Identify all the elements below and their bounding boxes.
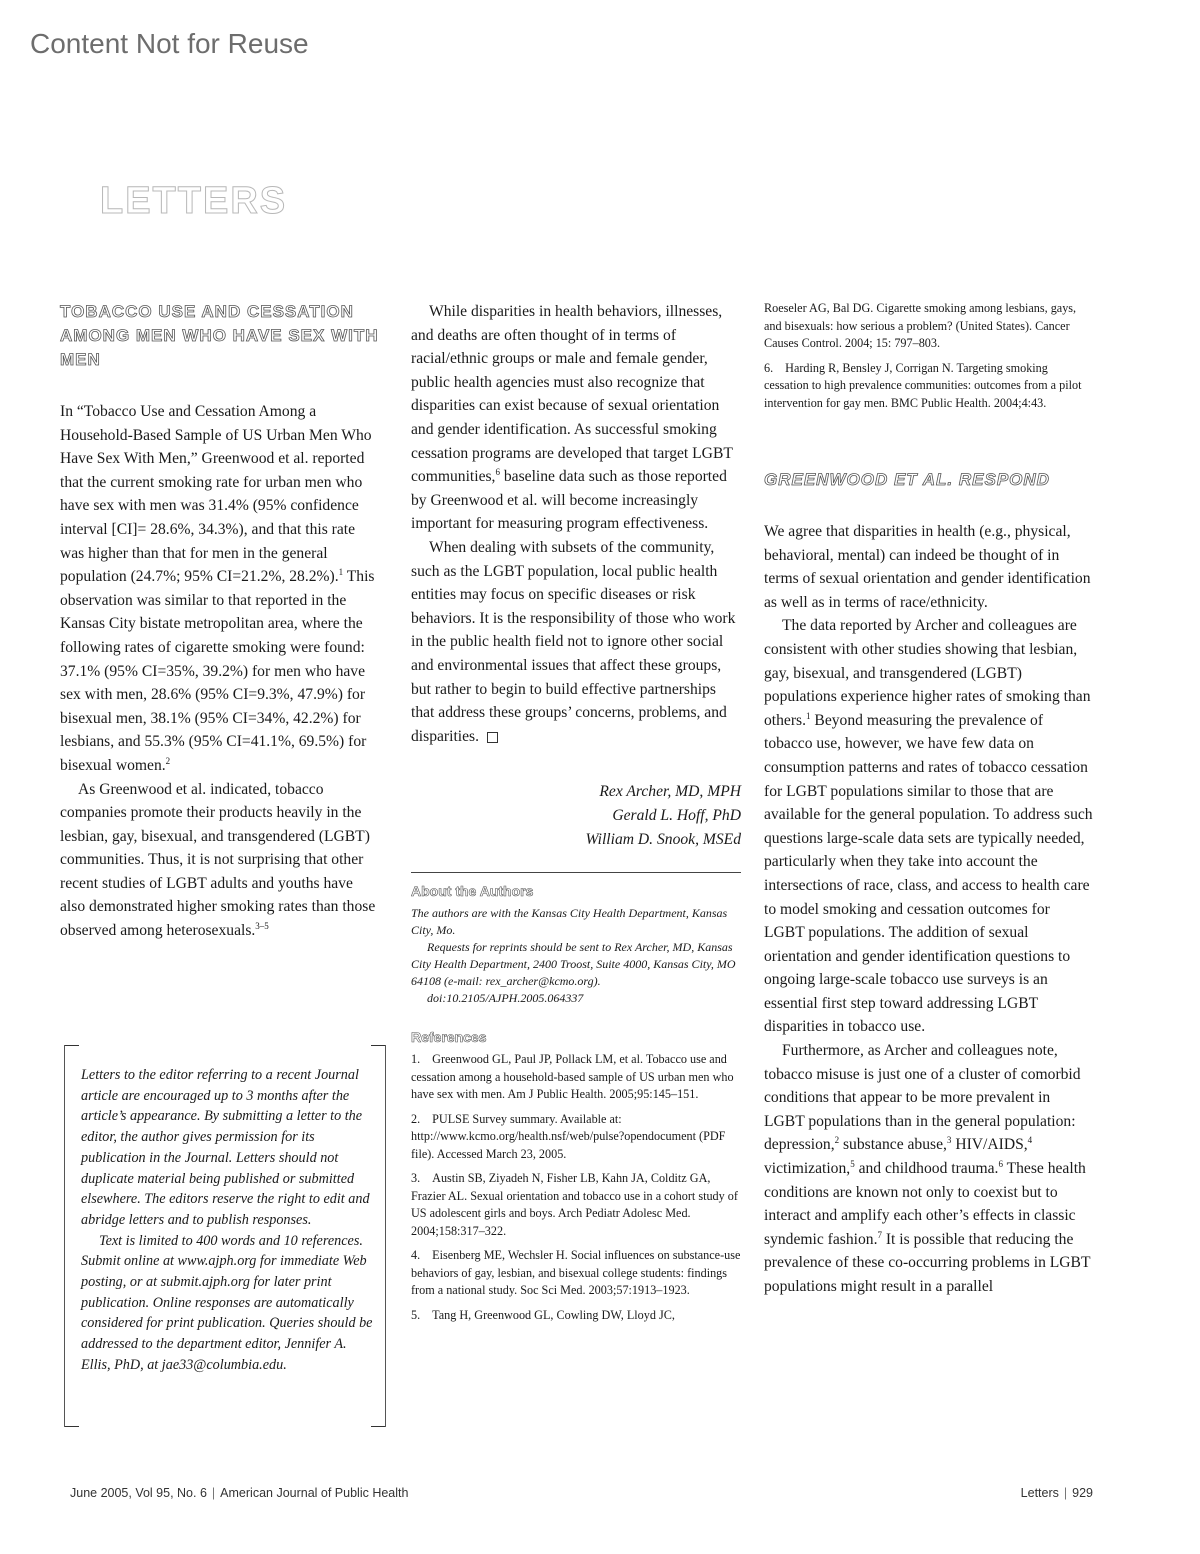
reference-item: 5. Tang H, Greenwood GL, Cowling DW, Lloyd JC, bbox=[411, 1307, 675, 1322]
reference-item: 2. PULSE Survey summary. Available at: http://www.kcmo.org/health.nsf/web/pulse?opendocument (PDF file). Accessed March 23, 2005. bbox=[411, 1111, 726, 1161]
footer-issue: June 2005, Vol 95, No. 6 bbox=[70, 1486, 207, 1500]
footer-journal-info: June 2005, Vol 95, No. 6 | American Journal of Public Health bbox=[70, 1486, 409, 1500]
about-affiliation: The authors are with the Kansas City Health Department, Kansas City, Mo. bbox=[411, 906, 728, 938]
letter-paragraph-2: As Greenwood et al. indicated, tobacco companies promote their products heavily in the lesbian, gay, bisexual, and transgendered (LGBT) communities. Thus, it is not surprising that other recent studies of LGBT adults and youths have also demonstrated higher smoking rates than those observed among heterosexuals.$^{3-5}$ bbox=[60, 780, 376, 940]
footer-journal-name: American Journal of Public Health bbox=[220, 1486, 409, 1500]
reference-item: 6. Harding R, Bensley J, Corrigan N. Targeting smoking cessation to high prevalence communities: outcomes from a pilot intervention for gay men. BMC Public Health. 2004;4:43. bbox=[764, 360, 1082, 410]
response-paragraph-1: We agree that disparities in health (e.g., physical, behavioral, mental) can indeed be thought of in terms of sexual orientation and gender identification as well as in terms of race/ethnicity. bbox=[764, 523, 1091, 611]
about-reprints: Requests for reprints should be sent to Rex Archer, MD, Kansas City Health Department, 2400 Troost, Suite 4000, Kansas City, MO 64108 (e-mail: rex_archer@kcmo.org). bbox=[411, 940, 736, 989]
letter-paragraph-3: While disparities in health behaviors, illnesses, and deaths are often thought of in terms of racial/ethnic groups or male and female gender, public health agencies must also recognize that disparities can exist because of sexual orientation and gender identification. As successful smoking cessation programs are developed that target LGBT communities,$^6$ baseline data such as those reported by Greenwood et al. will become increasingly important for measuring program effectiveness. bbox=[411, 303, 733, 533]
reference-item: 1. Greenwood GL, Paul JP, Pollack LM, et al. Tobacco use and cessation among a household-based sample of US urban men who have sex with men. Am J Public Health. 2005;95:145–151. bbox=[411, 1052, 734, 1102]
footer-section: Letters bbox=[1020, 1486, 1059, 1500]
end-of-article-icon bbox=[487, 732, 498, 743]
column-3 bbox=[764, 300, 1094, 1299]
response-headline: GREENWOOD ET AL. RESPOND bbox=[764, 470, 1050, 489]
references-heading: References bbox=[411, 1029, 487, 1046]
reference-item: 4. Eisenberg ME, Wechsler H. Social influences on substance-use behaviors of gay, lesbian, and bisexual college students: findings from a national study. Soc Sci Med. 2003;57:1913–1923. bbox=[411, 1248, 741, 1298]
author-name: Gerald L. Hoff, PhD bbox=[612, 807, 741, 825]
footer-page-info: Letters | 929 bbox=[1020, 1486, 1093, 1500]
about-authors-heading: About the Authors bbox=[411, 883, 534, 900]
author-name: William D. Snook, MSEd bbox=[585, 831, 741, 849]
reference-item-continued: Roeseler AG, Bal DG. Cigarette smoking among lesbians, gays, and bisexuals: how serious a problem? (United States). Cancer Causes Control. 2004; 15: 797–803. bbox=[764, 301, 1077, 350]
response-paragraph-2: The data reported by Archer and colleagues are consistent with other studies showing that lesbian, gay, bisexual, and transgendered (LGBT) populations experience higher rates of smoking than others.$^1$ Beyond measuring the prevalence of tobacco use, however, we have few data on consumption patterns and rates of tobacco cessation for LGBT populations similar to those that are available for the general population. To address such questions large-scale data sets are typically needed, particularly when they take into account the intersections of race, class, and access to health care to model smoking and cessation outcomes for LGBT populations. The addition of sexual orientation and gender identification questions to ongoing large-scale tobacco use surveys is an essential first step toward addressing LGBT disparities in tobacco use. bbox=[764, 617, 1093, 1036]
letter-authors bbox=[411, 780, 741, 852]
editor-note-paragraph-1: Letters to the editor referring to a recent Journal article are encouraged up to 3 months after the article’s appearance. By submitting a letter to the editor, the author gives permission for its publication in the Journal. Letters should not duplicate material being published or submitted elsewhere. The editors reserve the right to edit and abridge letters and to publish responses. bbox=[81, 1067, 370, 1228]
letter-paragraph-1: In “Tobacco Use and Cessation Among a Household-Based Sample of US Urban Men Who Have Sex With Men,” Greenwood et al. reported that the current smoking rate for urban men who have sex with men was 31.4% (95% confidence interval [CI]= 28.6%, 34.3%), and that this rate was higher than that for men in the general population (24.7%; 95% CI=21.2%, 28.2%).$^1$ This observation was similar to that reported in the Kansas City bistate metropolitan area, where the following rates of cigarette smoking were found: 37.1% (95% CI=35%, 39.2%) for men who have sex with men, 28.6% (95% CI=9.3%, 47.9%) for bisexual men, 38.1% (95% CI=34%, 42.2%) for lesbians, and 55.3% (95% CI=41.1%, 69.5%) for bisexual women.$^2$ bbox=[60, 403, 375, 774]
editor-note-box bbox=[64, 1045, 386, 1427]
page-number: 929 bbox=[1072, 1486, 1093, 1500]
response-paragraph-3: Furthermore, as Archer and colleagues note, tobacco misuse is just one of a cluster of comorbid conditions that appear to be more prevalent in LGBT populations than in the general population: depression,$^2$ substance abuse,$^3$ HIV/AIDS,$^4$ victimization,$^5$ and childhood trauma.$^6$ These health conditions are known not only to coexist but to interact and amplify each other’s effects in classic syndemic fashion.$^7$ It is possible that reducing the prevalence of these co-occurring problems in LGBT populations might result in a parallel bbox=[764, 1042, 1091, 1295]
letter-paragraph-4: When dealing with subsets of the community, such as the LGBT population, local public health entities may focus on specific diseases or risk behaviors. It is the responsibility of those who work in the public health field not to ignore other social and environmental issues that affect these groups, but rather to begin to build effective partnerships that address these groups’ concerns, problems, and disparities. bbox=[411, 538, 736, 745]
author-name: Rex Archer, MD, MPH bbox=[599, 783, 741, 801]
editor-note-paragraph-2: Text is limited to 400 words and 10 references. Submit online at www.ajph.org for immediate Web posting, or at submit.ajph.org for later print publication. Online responses are automatically considered for print publication. Queries should be addressed to the department editor, Jennifer A. Ellis, PhD, at jae33@columbia.edu. bbox=[81, 1232, 373, 1373]
letter-headline: TOBACCO USE AND CESSATION AMONG MEN WHO HAVE SEX WITH MEN bbox=[60, 302, 379, 369]
reference-item: 3. Austin SB, Ziyadeh N, Fisher LB, Kahn JA, Colditz GA, Frazier AL. Sexual orientation and tobacco use in a cohort study of US adolescent girls and boys. Arch Pediatr Adolesc Med. 2004;158:317–322. bbox=[411, 1171, 738, 1238]
column-2 bbox=[411, 300, 741, 1331]
about-doi: doi:10.2105/AJPH.2005.064337 bbox=[427, 991, 584, 1006]
watermark: Content Not for Reuse bbox=[30, 28, 309, 59]
divider bbox=[411, 872, 741, 873]
column-1 bbox=[60, 300, 380, 943]
section-label: LETTERS bbox=[100, 180, 288, 222]
